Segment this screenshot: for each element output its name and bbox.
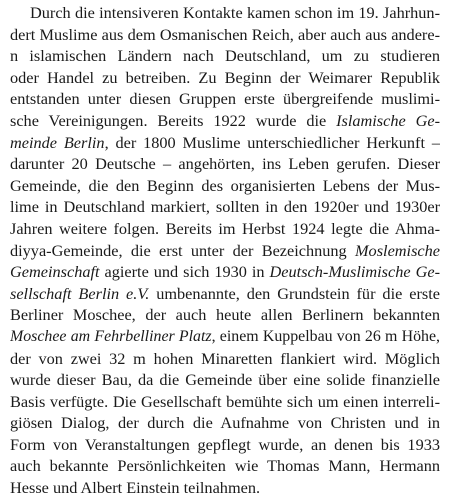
text-line: lime in Deutschland markiert, sollten in den 1920er und 1930er [10, 197, 440, 217]
text-line: Gemeinschaft agierte und sich 1930 in Deutsch-Muslimische Ge- [10, 262, 440, 282]
text-line: oder Handel zu betreiben. Zu Beginn der Weimarer Republik [10, 67, 440, 87]
italic-term: Deutsch-Muslimische Ge- [269, 262, 440, 282]
text-line: entstanden unter diesen Gruppen erste übergreifende muslimi- [10, 89, 440, 109]
text-paragraph [10, 2, 440, 499]
text-line: Gemeinde, die den Beginn des organisierten Lebens der Mus- [10, 175, 440, 195]
text-line: Form von Veranstaltungen gepflegt wurde, an denen bis 1933 [10, 434, 440, 454]
text-line: wurde dieser Bau, da die Gemeinde über eine solide finanzielle [10, 370, 440, 390]
text-line: dert Muslime aus dem Osmanischen Reich, aber auch aus andere- [10, 24, 440, 44]
text-line: sche Vereinigungen. Bereits 1922 wurde die Islamische Ge- [10, 110, 440, 130]
text-line: diyya-Gemeinde, die erst unter der Bezeichnung Moslemische [10, 240, 440, 260]
italic-term: sellschaft Berlin e.V. [10, 283, 150, 303]
text-line: darunter 20 Deutsche – angehörten, ins Leben gerufen. Dieser [10, 154, 440, 174]
text-line: Basis verfügte. Die Gesellschaft bemühte sich um einen interreli- [10, 391, 440, 411]
italic-term: Moslemische [355, 240, 440, 260]
text-line: der von zwei 32 m hohen Minaretten flankiert wird. Möglich [10, 348, 440, 368]
italic-term: Gemeinschaft [10, 262, 100, 282]
text-line: auch bekannte Persönlichkeiten wie Thomas Mann, Hermann [10, 456, 440, 476]
italic-term: meinde Berlin [10, 132, 105, 152]
italic-term: Islamische Ge- [336, 110, 440, 130]
text-line: Jahren weitere folgen. Bereits im Herbst 1924 legte die Ahma- [10, 218, 440, 238]
text-line: Moschee am Fehrbelliner Platz, einem Kuppelbau von 26 m Höhe, [10, 327, 440, 345]
text-line: sellschaft Berlin e.V. umbenannte, den Grundstein für die erste [10, 283, 440, 303]
italic-term: Moschee am Fehrbelliner Platz [10, 327, 212, 345]
text-line: Hesse und Albert Einstein teilnahmen. [10, 478, 261, 498]
text-line: Durch die intensiveren Kontakte kamen schon im 19. Jahrhun- [30, 3, 440, 22]
text-line: giösen Dialog, der durch die Aufnahme von Christen und in [10, 413, 440, 433]
text-line: Berliner Moschee, der auch heute allen Berlinern bekannten [10, 305, 440, 325]
text-line: n islamischen Ländern nach Deutschland, um zu studieren [10, 46, 440, 66]
text-line: meinde Berlin, der 1800 Muslime unterschiedlicher Herkunft – [10, 132, 440, 152]
